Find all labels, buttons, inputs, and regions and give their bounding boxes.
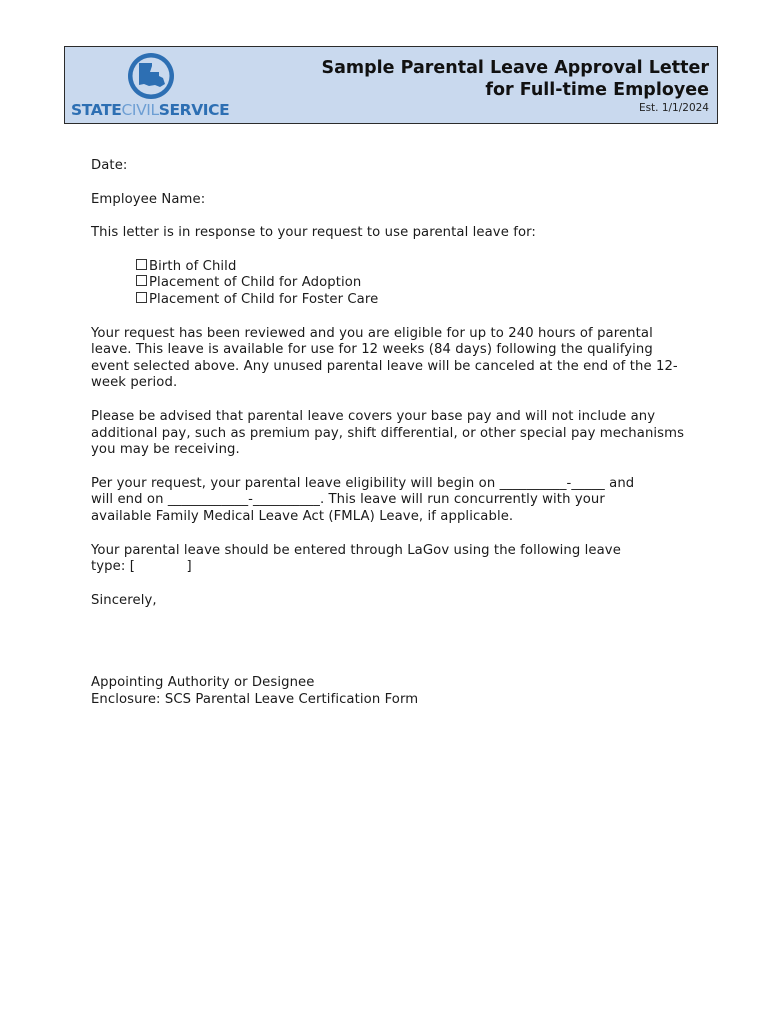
signature-block [91,675,691,708]
state-civil-service-logo [69,51,233,121]
title-line-2: for Full-time Employee [485,80,709,100]
pay-paragraph: Please be advised that parental leave covers your base pay and will not include any additional pay, such as premium pay, shift differential, or other special pay mechanisms you may be receiving. [91,408,685,458]
signature-title: Appointing Authority or Designee [91,675,315,691]
louisiana-seal-icon [125,51,177,101]
checkbox-adoption[interactable] [136,275,691,292]
dates-paragraph [91,476,691,526]
leave-type-line: Your parental leave should be entered through LaGov using the following leave [91,542,621,558]
letter-body [91,158,691,708]
leave-type-line: type: [ ] [91,559,192,575]
checkbox-icon[interactable] [136,275,147,286]
checkbox-icon[interactable] [136,259,147,270]
checkbox-icon[interactable] [136,292,147,303]
signature-space [91,626,691,675]
date-field: Date: [91,158,128,173]
dates-line: Per your request, your parental leave eligibility will begin on __________-_____ and [91,475,635,491]
checkbox-foster-care[interactable] [136,292,691,309]
intro-paragraph: This letter is in response to your request to use parental leave for: [91,225,536,241]
title-line-1: Sample Parental Leave Approval Letter [321,58,709,78]
leave-reason-checklist [136,259,691,309]
logo-wordmark: STATECIVILSERVICE [71,101,230,119]
document-title [321,57,709,101]
enclosure-note: Enclosure: SCS Parental Leave Certification Form [91,691,419,707]
employee-name-field: Employee Name: [91,191,206,207]
checkbox-label: Placement of Child for Foster Care [149,291,379,307]
checkbox-label: Birth of Child [149,258,237,274]
checkbox-label: Placement of Child for Adoption [149,275,362,291]
eligibility-paragraph: Your request has been reviewed and you are eligible for up to 240 hours of parental leave. This leave is available for use for 12 weeks (84 days) following the qualifying event selected above. Any unused parental leave will be canceled at the end of the 12-week period. [91,325,678,391]
letter-header [64,46,718,124]
leave-type-paragraph [91,543,691,576]
closing: Sincerely, [91,592,157,608]
checkbox-birth-of-child[interactable] [136,259,691,276]
established-date: Est. 1/1/2024 [638,102,709,114]
dates-line: will end on ____________-__________. This leave will run concurrently with your [91,492,605,508]
dates-line: available Family Medical Leave Act (FMLA) Leave, if applicable. [91,508,514,524]
